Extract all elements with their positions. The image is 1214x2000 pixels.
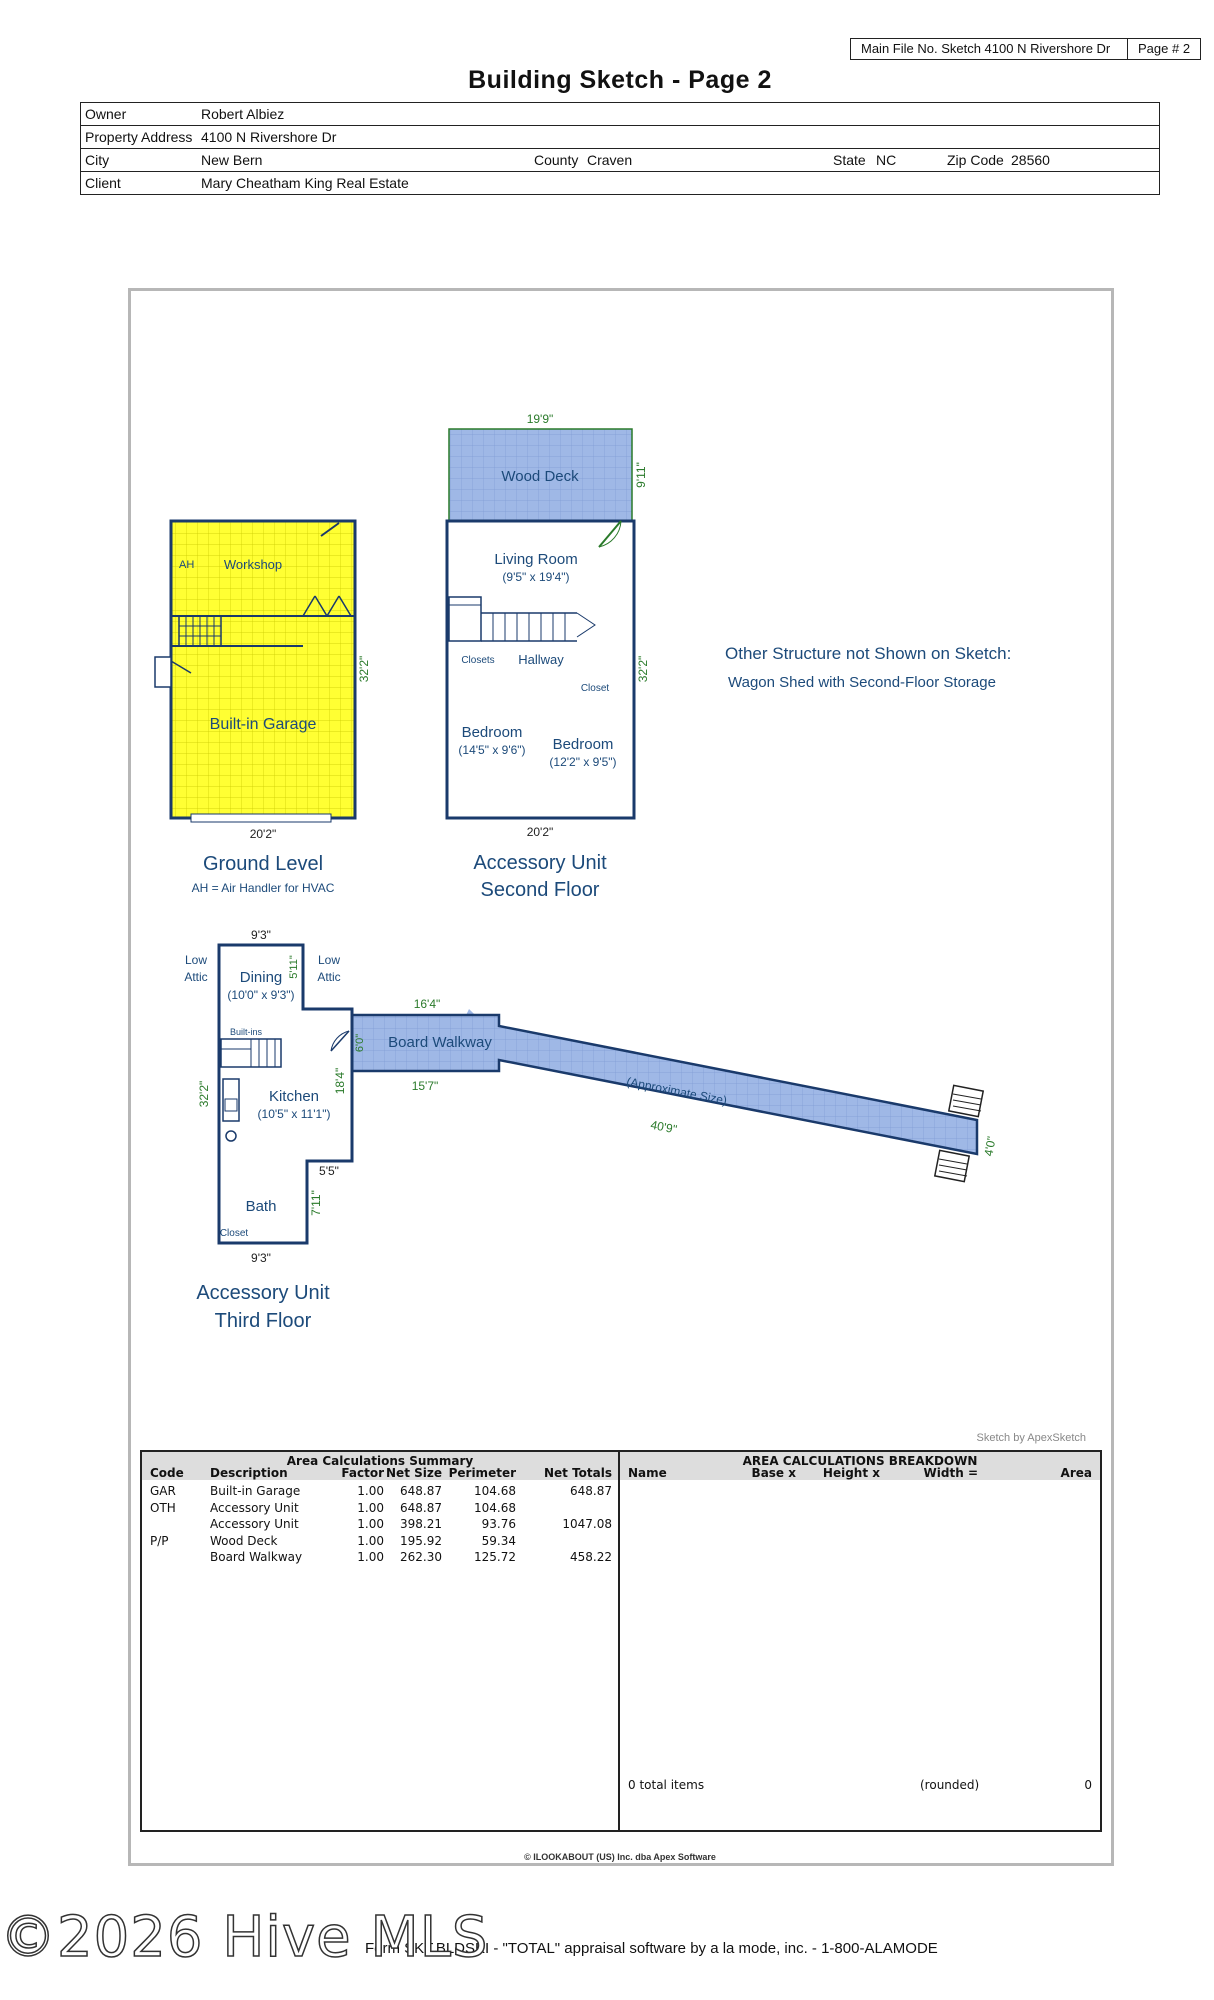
ground-level-plan [155, 521, 371, 895]
cell-net-size: 648.87 [400, 1484, 442, 1498]
zip-value: 28560 [1011, 152, 1050, 168]
col-base: Base x [751, 1466, 796, 1480]
rounded-label: (rounded) [920, 1778, 980, 1792]
cell-factor: 1.00 [357, 1533, 384, 1548]
owner-value: Robert Albiez [201, 106, 285, 122]
dim-18-4: 18'4" [333, 1067, 347, 1095]
cell-perimeter: 93.76 [481, 1517, 516, 1531]
garage-label: Built-in Garage [209, 716, 317, 733]
second-floor-plan [447, 412, 650, 901]
col-description: Description [210, 1466, 288, 1480]
area-summary-header [142, 1452, 618, 1480]
closets-label: Closets [461, 655, 495, 666]
total-items: 0 total items [628, 1778, 705, 1792]
ah-label: AH [179, 559, 195, 571]
owner-row [81, 103, 1159, 126]
property-header-table [80, 102, 1160, 195]
cell-net-total: 648.87 [570, 1484, 612, 1498]
third-dim-left: 32'2" [197, 1080, 211, 1108]
area-breakdown [620, 1452, 1100, 1830]
col-net-totals: Net Totals [543, 1466, 612, 1480]
walk-dim-end: 4'0" [981, 1135, 999, 1158]
third-caption-line1: Accessory Unit [196, 1282, 330, 1304]
third-caption-line2: Third Floor [214, 1310, 312, 1332]
closet-label: Closet [580, 683, 610, 694]
cell-net-size: 398.21 [400, 1517, 442, 1531]
bedroom2-label: Bedroom [552, 736, 614, 753]
col-area: Area [1060, 1466, 1092, 1480]
deck-dim-right: 9'11" [634, 462, 648, 488]
cell-net-total: 458.22 [570, 1550, 612, 1564]
living-room-size: (9'5" x 19'4") [502, 570, 570, 584]
dim-6-0: 6'0" [354, 1033, 366, 1053]
walk-dim-long: 40'9" [649, 1117, 679, 1137]
cell-description: Built-in Garage [210, 1484, 301, 1498]
state-label: State [833, 152, 866, 168]
ah-note: AH = Air Handler for HVAC [191, 881, 335, 895]
cell-description: Wood Deck [210, 1533, 278, 1548]
cell-net-size: 648.87 [400, 1500, 442, 1515]
builtins-label: Built-ins [229, 1027, 263, 1037]
third-dim-top: 9'3" [251, 928, 271, 942]
cell-code: GAR [150, 1484, 176, 1498]
dining-label: Dining [239, 969, 283, 986]
bedroom1-label: Bedroom [461, 724, 523, 741]
page-title: Building Sketch - Page 2 [468, 66, 772, 94]
city-row [81, 149, 1159, 172]
col-factor: Factor [341, 1466, 384, 1480]
state-value: NC [876, 152, 897, 168]
walkway-label: Board Walkway [388, 1034, 492, 1051]
hallway-label: Hallway [518, 652, 564, 667]
bath-label: Bath [245, 1198, 277, 1215]
cell-perimeter: 104.68 [474, 1500, 516, 1515]
cell-perimeter: 104.68 [474, 1484, 516, 1498]
other-structure-title: Other Structure not Shown on Sketch: [725, 644, 1012, 663]
workshop-label: Workshop [223, 557, 283, 572]
address-row [81, 126, 1159, 149]
low-attic-left: Low Attic [184, 953, 208, 984]
area-breakdown-title: AREA CALCULATIONS BREAKDOWN [742, 1454, 978, 1468]
living-room-label: Living Room [494, 551, 578, 568]
dim-5-5: 5'5" [319, 1164, 339, 1178]
area-breakdown-header [620, 1452, 1100, 1480]
cell-factor: 1.00 [357, 1500, 384, 1515]
ground-level-caption: Ground Level [202, 853, 324, 875]
col-name: Name [628, 1466, 667, 1480]
cell-code: P/P [150, 1533, 169, 1548]
area-summary-title: Area Calculations Summary [286, 1454, 474, 1468]
area-calculations-table [140, 1450, 1102, 1832]
cell-factor: 1.00 [357, 1484, 384, 1498]
file-number-box [850, 38, 1201, 60]
mls-watermark: ©2026 Hive MLS [0, 1905, 489, 1970]
county-value: Craven [587, 152, 633, 168]
col-net-size: Net Size [386, 1466, 442, 1480]
client-row [81, 172, 1159, 194]
cell-net-total: 1047.08 [562, 1517, 612, 1531]
dim-7-11: 7'11" [309, 1190, 323, 1216]
address-label: Property Address [85, 129, 193, 145]
city-value: New Bern [201, 152, 263, 168]
copyright-footer: © ILOOKABOUT (US) Inc. dba Apex Software [524, 1852, 716, 1862]
garage-dim-bottom: 20'2" [249, 827, 277, 841]
walk-dim-top: 16'4" [413, 997, 441, 1011]
approx-size-label: (Approximate Size) [625, 1074, 729, 1108]
second-caption-line1: Accessory Unit [473, 852, 607, 874]
cell-factor: 1.00 [357, 1517, 384, 1531]
second-dim-right: 32'2" [636, 655, 650, 683]
cell-net-size: 195.92 [400, 1533, 442, 1548]
client-value: Mary Cheatham King Real Estate [201, 175, 409, 191]
low-attic-right: Low Attic [317, 953, 341, 984]
owner-label: Owner [85, 106, 127, 122]
col-perimeter: Perimeter [448, 1466, 516, 1480]
wood-deck-label: Wood Deck [501, 468, 579, 485]
sketch-credit: Sketch by ApexSketch [976, 1432, 1086, 1444]
cell-perimeter: 125.72 [474, 1550, 516, 1564]
dining-size: (10'0" x 9'3") [227, 988, 295, 1002]
second-dim-bottom: 20'2" [526, 825, 554, 839]
cell-factor: 1.00 [357, 1550, 384, 1564]
area-summary [142, 1452, 620, 1830]
kitchen-size: (10'5" x 11'1") [257, 1107, 331, 1121]
form-footer: Form SKT.BLDSKI - "TOTAL" appraisal software by a la mode, inc. - 1-800-ALAMODE [365, 1940, 938, 1957]
breakdown-total: 0 [1084, 1778, 1092, 1792]
page-number: Page # 2 [1138, 41, 1191, 56]
second-caption-line2: Second Floor [480, 879, 600, 901]
bedroom1-size: (14'5" x 9'6") [458, 743, 526, 757]
cell-net-size: 262.30 [400, 1550, 442, 1564]
walk-dim-bottom: 15'7" [411, 1079, 439, 1093]
county-label: County [534, 152, 579, 168]
cell-description: Accessory Unit [210, 1517, 299, 1531]
col-height: Height x [822, 1466, 880, 1480]
col-width: Width = [923, 1466, 978, 1480]
kitchen-label: Kitchen [268, 1088, 320, 1105]
bath-closet-label: Closet [219, 1228, 249, 1239]
other-structure-desc: Wagon Shed with Second-Floor Storage [728, 674, 996, 691]
col-code: Code [150, 1466, 184, 1480]
dim-5-11: 5'11" [288, 955, 300, 979]
cell-description: Accessory Unit [210, 1500, 299, 1515]
deck-dim-top: 19'9" [526, 412, 554, 426]
third-dim-bottom: 9'3" [251, 1251, 271, 1265]
city-label: City [85, 152, 110, 168]
cell-code: OTH [150, 1500, 176, 1515]
third-floor-plan [184, 928, 998, 1332]
main-file-number: Main File No. Sketch 4100 N Rivershore Dr [851, 39, 1128, 59]
cell-perimeter: 59.34 [481, 1533, 516, 1548]
client-label: Client [85, 175, 121, 191]
zip-label: Zip Code [947, 152, 1004, 168]
garage-dim-right: 32'2" [357, 655, 371, 683]
bedroom2-size: (12'2" x 9'5") [549, 755, 617, 769]
address-value: 4100 N Rivershore Dr [201, 129, 337, 145]
cell-description: Board Walkway [210, 1550, 303, 1564]
